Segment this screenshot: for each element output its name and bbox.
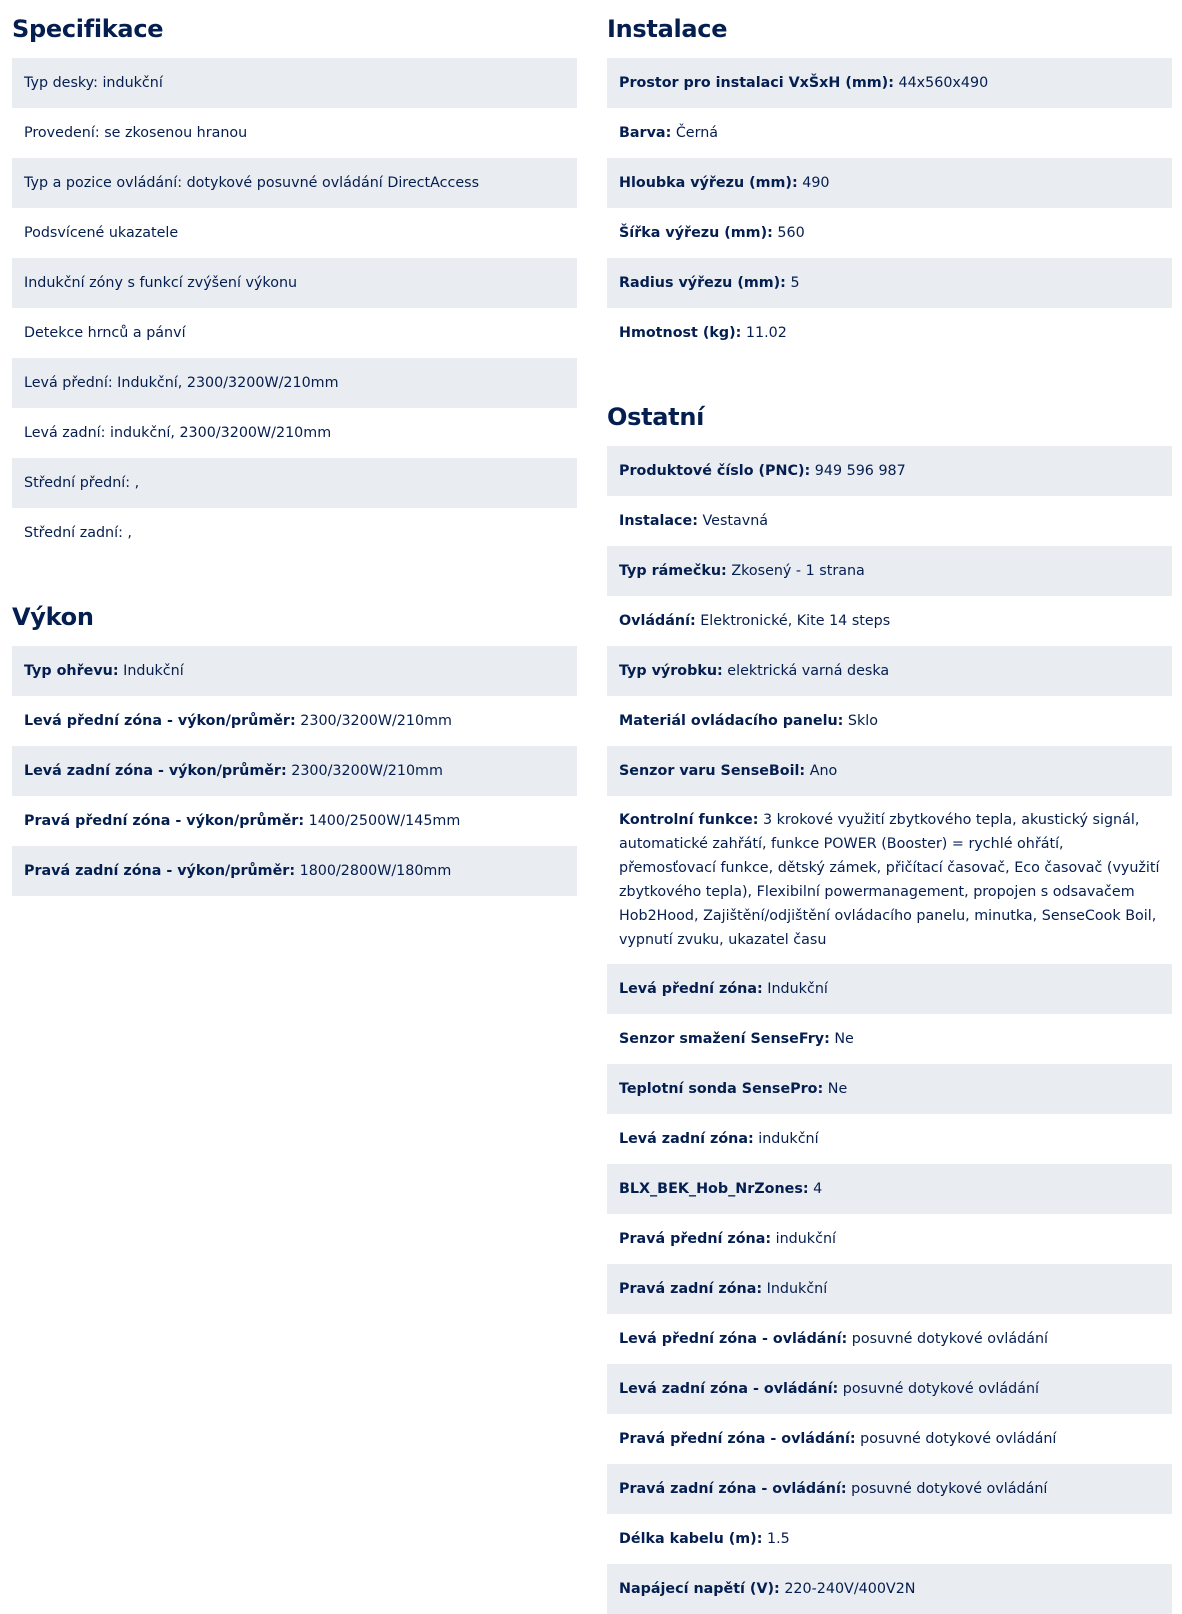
spec-label: Kontrolní funkce:: [619, 812, 759, 828]
spec-value: indukční: [775, 1231, 836, 1247]
spec-row: [607, 796, 1172, 964]
spec-row: [12, 108, 577, 158]
spec-value: 11.02: [745, 325, 787, 341]
spec-label: Levá zadní zóna - výkon/průměr:: [24, 763, 287, 779]
spec-row: [12, 408, 577, 458]
section-spacer: [607, 358, 1172, 388]
spec-row: [12, 258, 577, 308]
spec-label: Napájecí napětí (V):: [619, 1581, 780, 1597]
spec-row: [607, 1214, 1172, 1264]
spec-row: [12, 308, 577, 358]
spec-label: Hmotnost (kg):: [619, 325, 742, 341]
spec-label: Hloubka výřezu (mm):: [619, 175, 798, 191]
spec-label: Teplotní sonda SensePro:: [619, 1081, 824, 1097]
spec-label: Typ ohřevu:: [24, 663, 119, 679]
spec-label: Prostor pro instalaci VxŠxH (mm):: [619, 75, 894, 91]
section-title-ostatni: Ostatní: [607, 403, 705, 431]
spec-row: [607, 1314, 1172, 1364]
spec-label: Radius výřezu (mm):: [619, 275, 786, 291]
spec-label: Ovládání:: [619, 613, 696, 629]
spec-label: Levá zadní zóna:: [619, 1131, 754, 1147]
spec-row: [12, 58, 577, 108]
spec-label: Produktové číslo (PNC):: [619, 463, 811, 479]
spec-label: Senzor smažení SenseFry:: [619, 1031, 830, 1047]
spec-label: Pravá přední zóna - výkon/průměr:: [24, 813, 305, 829]
spec-row: [607, 1564, 1172, 1614]
left-column: [12, 0, 577, 896]
spec-label: Pravá přední zóna:: [619, 1231, 772, 1247]
spec-text: Indukční zóny s funkcí zvýšení výkonu: [24, 275, 298, 291]
spec-value: 5: [790, 275, 800, 291]
spec-value: 560: [777, 225, 805, 241]
spec-row: [607, 546, 1172, 596]
spec-row: [12, 696, 577, 746]
spec-label: Senzor varu SenseBoil:: [619, 763, 806, 779]
spec-value: 1.5: [766, 1531, 790, 1547]
spec-label: Levá přední zóna - výkon/průměr:: [24, 713, 296, 729]
spec-row: [607, 1264, 1172, 1314]
spec-value: posuvné dotykové ovládání: [842, 1381, 1040, 1397]
specifikace-list: [12, 58, 577, 558]
section-title-specifikace: Specifikace: [12, 15, 164, 43]
ostatni-list: [607, 446, 1172, 1614]
spec-value: 1800/2800W/180mm: [299, 863, 452, 879]
spec-row: [607, 1414, 1172, 1464]
spec-value: Indukční: [767, 981, 828, 997]
spec-label: Typ rámečku:: [619, 563, 727, 579]
spec-value: 44x560x490: [898, 75, 989, 91]
spec-row: [12, 158, 577, 208]
spec-row: [12, 208, 577, 258]
section-title-instalace: Instalace: [607, 15, 728, 43]
spec-value: Indukční: [123, 663, 184, 679]
spec-row: [607, 596, 1172, 646]
spec-value: Indukční: [766, 1281, 828, 1297]
spec-row: [607, 496, 1172, 546]
spec-value: 490: [802, 175, 830, 191]
spec-value: posuvné dotykové ovládání: [860, 1431, 1057, 1447]
spec-row: [607, 1114, 1172, 1164]
spec-value: elektrická varná deska: [727, 663, 890, 679]
spec-label: Levá zadní zóna - ovládání:: [619, 1381, 839, 1397]
spec-row: [607, 696, 1172, 746]
spec-row: [12, 358, 577, 408]
spec-text: Střední zadní: ,: [24, 525, 132, 541]
spec-label: BLX_BEK_Hob_NrZones:: [619, 1181, 809, 1197]
spec-value: Zkosený - 1 strana: [731, 563, 865, 579]
section-title-vykon: Výkon: [12, 603, 94, 631]
spec-text: Typ desky: indukční: [24, 75, 163, 91]
spec-label: Instalace:: [619, 513, 698, 529]
spec-label: Levá přední zóna - ovládání:: [619, 1331, 848, 1347]
right-column: [607, 0, 1172, 1614]
instalace-list: [607, 58, 1172, 358]
spec-text: Levá přední: Indukční, 2300/3200W/210mm: [24, 375, 339, 391]
spec-text: Střední přední: ,: [24, 475, 140, 491]
spec-label: Pravá zadní zóna:: [619, 1281, 763, 1297]
spec-row: [607, 964, 1172, 1014]
spec-row: [607, 746, 1172, 796]
spec-row: [607, 1064, 1172, 1114]
spec-value: Černá: [675, 125, 719, 141]
spec-row: [607, 1464, 1172, 1514]
spec-label: Pravá zadní zóna - výkon/průměr:: [24, 863, 296, 879]
spec-label: Barva:: [619, 125, 672, 141]
spec-value: 4: [813, 1181, 823, 1197]
spec-row: [607, 308, 1172, 358]
spec-label: Šířka výřezu (mm):: [619, 225, 773, 241]
spec-row: [607, 646, 1172, 696]
spec-row: [12, 458, 577, 508]
spec-row: [607, 208, 1172, 258]
spec-row: [607, 1164, 1172, 1214]
spec-row: [12, 746, 577, 796]
spec-value: posuvné dotykové ovládání: [851, 1481, 1048, 1497]
spec-row: [607, 1014, 1172, 1064]
spec-value: Ne: [834, 1031, 854, 1047]
spec-text: Typ a pozice ovládání: dotykové posuvné ovládání DirectAccess: [24, 175, 480, 191]
spec-label: Levá přední zóna:: [619, 981, 763, 997]
spec-label: Délka kabelu (m):: [619, 1531, 763, 1547]
vykon-list: [12, 646, 577, 896]
spec-label: Materiál ovládacího panelu:: [619, 713, 844, 729]
spec-row: [12, 646, 577, 696]
spec-row: [607, 258, 1172, 308]
spec-row: [12, 508, 577, 558]
spec-row: [607, 1364, 1172, 1414]
spec-row: [12, 796, 577, 846]
spec-value: Ne: [827, 1081, 848, 1097]
spec-value: Elektronické, Kite 14 steps: [700, 613, 891, 629]
spec-value: Vestavná: [702, 513, 769, 529]
spec-value: 949 596 987: [814, 463, 906, 479]
spec-row: [12, 846, 577, 896]
spec-value: Sklo: [847, 713, 878, 729]
spec-value: 2300/3200W/210mm: [300, 713, 452, 729]
spec-value: indukční: [758, 1131, 819, 1147]
spec-value: Ano: [809, 763, 838, 779]
spec-value: 220-240V/400V2N: [784, 1581, 916, 1597]
spec-text: Detekce hrnců a pánví: [24, 325, 186, 341]
spec-row: [607, 108, 1172, 158]
spec-text: Provedení: se zkosenou hranou: [24, 125, 248, 141]
spec-text: Podsvícené ukazatele: [24, 225, 179, 241]
spec-value: 1400/2500W/145mm: [308, 813, 461, 829]
spec-row: [607, 446, 1172, 496]
spec-row: [607, 58, 1172, 108]
spec-text: Levá zadní: indukční, 2300/3200W/210mm: [24, 425, 332, 441]
spec-value: 3 krokové využití zbytkového tepla, akustický signál, automatické zahřátí, funkce POWER (Booster) = rychlé ohřátí, přemosťovací funkce, dětský zámek, přičítací časovač, Eco časovač (využití zbytkového tepla), Flexibilní powermanagement, propojen s odsavačem Hob2Hood, Zajištění/odjištění ovládacího panelu, minutka, SenseCook Boil, vypnutí zvuku, ukazatel času: [619, 812, 1160, 948]
spec-label: Pravá zadní zóna - ovládání:: [619, 1481, 847, 1497]
section-spacer: [12, 558, 577, 588]
spec-label: Pravá přední zóna - ovládání:: [619, 1431, 856, 1447]
spec-label: Typ výrobku:: [619, 663, 723, 679]
spec-row: [607, 158, 1172, 208]
spec-value: 2300/3200W/210mm: [291, 763, 443, 779]
spec-value: posuvné dotykové ovládání: [851, 1331, 1049, 1347]
